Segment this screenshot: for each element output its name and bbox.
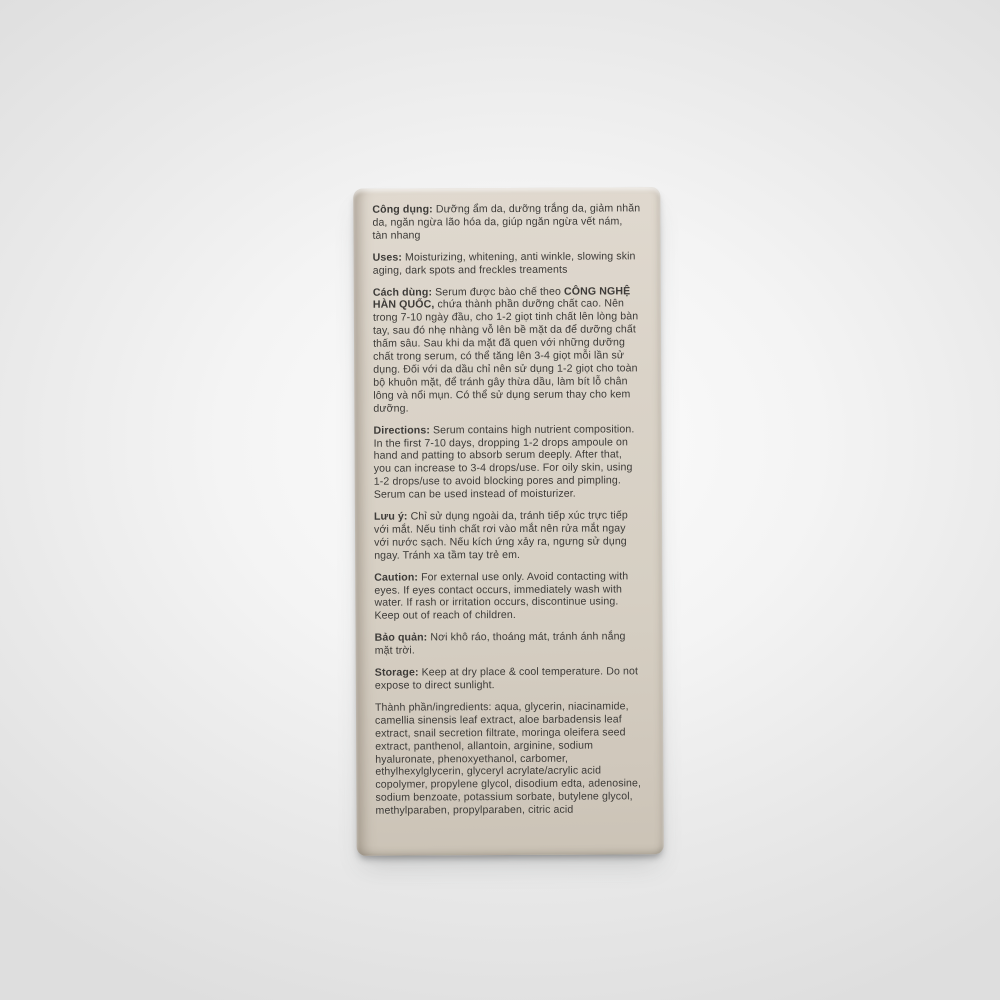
paragraph-text: For external use only. Avoid contacting with eyes. If eyes contact occurs, immediately wash with water. If rash or irritation occurs, discontinue using. Keep out of reach of children.	[374, 570, 629, 623]
panel-paragraph	[373, 285, 642, 415]
panel-paragraph	[373, 250, 641, 277]
paragraph-label-bold: Cách dùng:	[372, 285, 433, 299]
panel-paragraph	[374, 509, 642, 562]
panel-paragraph	[373, 423, 641, 502]
paragraph-text: Nơi khô ráo, thoáng mát, tránh ánh nắng mặt trời.	[374, 630, 626, 657]
panel-paragraph	[374, 570, 642, 623]
paragraph-text: Chỉ sử dụng ngoài da, tránh tiếp xúc trực tiếp với mắt. Nếu tinh chất rơi vào mắt nên rửa mắt ngay với nước sạch. Nếu kích ứng xảy ra, ngưng sử dụng ngay. Tránh xa tầm tay trẻ em.	[374, 509, 628, 562]
panel-paragraph	[375, 700, 644, 818]
panel-text	[372, 202, 643, 826]
product-box-back-panel	[353, 187, 663, 856]
paragraph-label-bold: Công dụng:	[372, 203, 433, 216]
paragraph-text: Serum được bào chế theo	[432, 285, 565, 298]
paragraph-label-bold: Lưu ý:	[373, 510, 408, 523]
paragraph-label-bold: Caution:	[374, 571, 419, 584]
paragraph-text: Serum contains high nutrient composition. In the first 7-10 days, dropping 1-2 drops ampoule on hand and patting to absorb serum deeply. After that, you can increase to 3-4 drops/use. For oily skin, using 1-2 drops/use to avoid blocking pores and pimpling. Serum can be used instead of moisturizer.	[373, 422, 635, 501]
paragraph-label-bold: CÔNG NGHỆ HÀN QUỐC,	[372, 284, 631, 312]
paragraph-text: chứa thành phần dưỡng chất cao. Nên trong 7-10 ngày đầu, cho 1-2 giọt tinh chất lên lòng bàn tay, sau đó nhẹ nhàng vỗ lên bề mặt da để dưỡng chất thấm sâu. Sau khi da mặt đã quen với những dưỡng chất trong serum, có thể tăng lên 3-4 giọt mỗi lần sử dụng. Đối với da dầu chỉ nên sử dụng 1-2 giọt cho toàn bộ khuôn mặt, để tránh gây thừa dầu, làm bít lỗ chân lông và nổi mụn. Có thể sử dụng serum thay cho kem dưỡng.	[372, 297, 639, 415]
paragraph-label-bold: Uses:	[372, 251, 403, 264]
panel-paragraph	[372, 202, 640, 242]
panel-paragraph	[375, 631, 643, 658]
paragraph-text: Moisturizing, whitening, anti winkle, slowing skin aging, dark spots and freckles treaments	[372, 250, 636, 277]
paragraph-label-bold: Directions:	[373, 424, 430, 437]
paragraph-text: Dưỡng ẩm da, dưỡng trắng da, giảm nhăn da, ngăn ngừa lão hóa da, giúp ngăn ngừa vết nám, tàn nhang	[372, 202, 641, 242]
panel-paragraph	[375, 665, 643, 692]
paragraph-label-bold: Storage:	[374, 666, 419, 679]
paragraph-label-bold: Bảo quản:	[374, 631, 428, 644]
paragraph-text: Thành phần/ingredients: aqua, glycerin, niacinamide, camellia sinensis leaf extract, aloe barbadensis leaf extract, snail secretion filtrate, moringa oleifera seed extract, panthenol, allantoin, arginine, sodium hyaluronate, phenoxyethanol, carbomer, ethylhexylglycerin, glyceryl acrylate/acrylic acid copolymer, propylene glycol, disodium edta, adenosine, sodium benzoate, potassium sorbate, butylene glycol, methylparaben, propylparaben, citric acid	[374, 700, 642, 817]
paragraph-text: Keep at dry place & cool temperature. Do not expose to direct sunlight.	[374, 665, 639, 692]
